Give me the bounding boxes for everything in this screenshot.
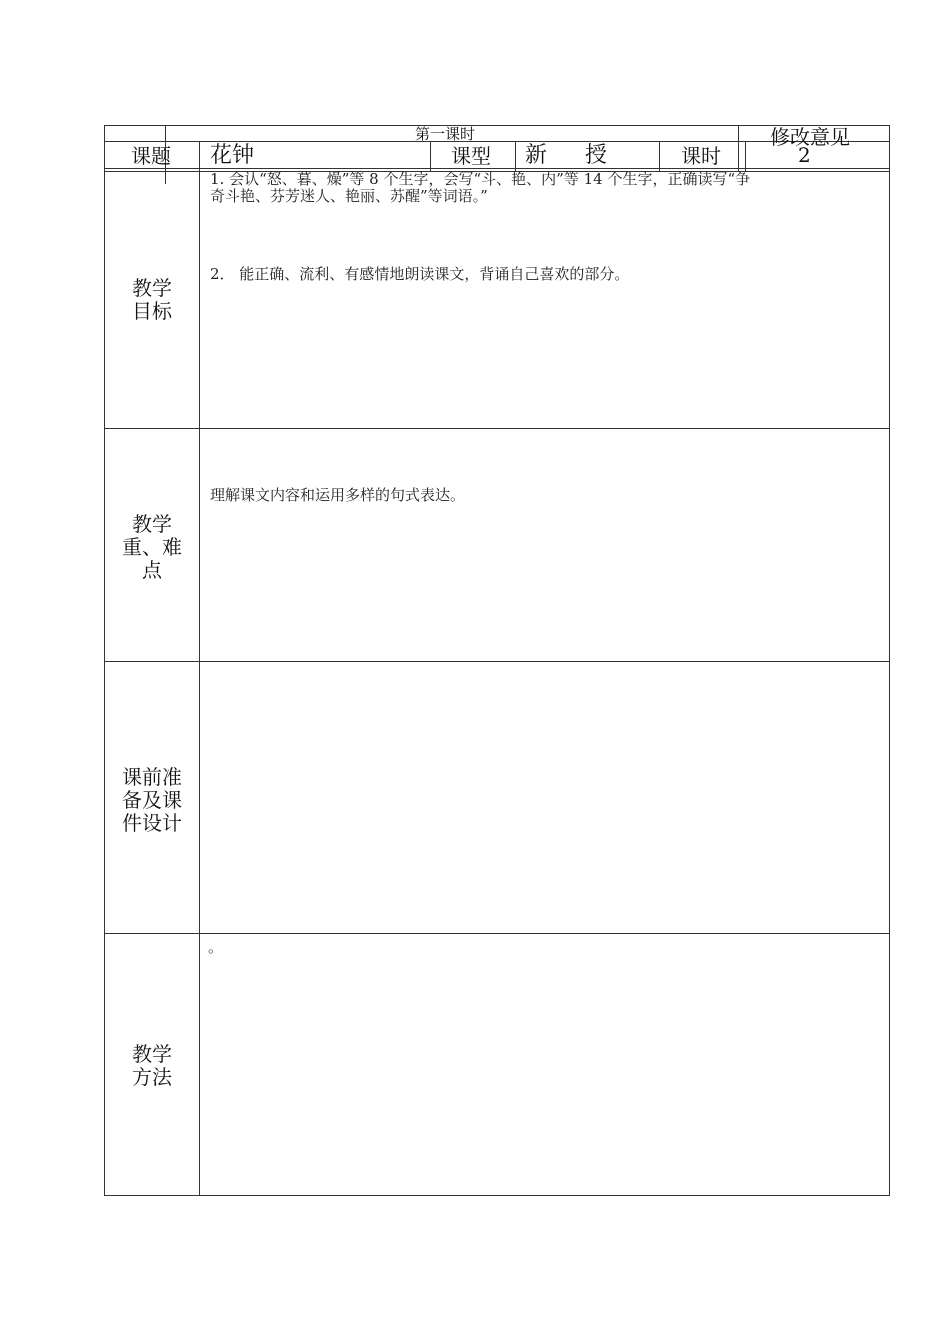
type-label: 课型 <box>451 144 491 168</box>
hours-value: 2 <box>798 143 811 167</box>
topic-label: 课题 <box>131 144 171 168</box>
revision-label: 修改意见 <box>770 125 850 149</box>
row-divider-1 <box>104 428 890 429</box>
header-divider-revision-2 <box>745 141 746 171</box>
type-value-1: 新 <box>525 143 548 168</box>
objectives-label: 教学 目标 <box>132 276 172 323</box>
objectives-item-1: 1. 会认“怒、暮、燥”等 8 个生字，会写“斗、艳、内”等 14 个生字，正确读写“争 奇斗艳、芬芳迷人、艳丽、苏醒”等词语。” <box>210 170 751 205</box>
row-divider-3 <box>104 933 890 934</box>
header-divider-topic <box>199 141 200 171</box>
header-divider-revision <box>738 125 739 171</box>
label-column-divider <box>199 168 200 1196</box>
header-divider-hours <box>659 141 660 171</box>
table-border-bottom <box>104 1195 890 1196</box>
hours-label: 课时 <box>681 144 721 168</box>
session-title: 第一课时 <box>415 125 476 143</box>
type-value-2: 授 <box>585 143 608 168</box>
preparation-label: 课前准 备及课 件设计 <box>122 765 182 835</box>
key-points-label: 教学 重、难 点 <box>122 512 182 582</box>
key-points-content: 理解课文内容和运用多样的句式表达。 <box>210 486 466 504</box>
row-divider-2 <box>104 661 890 662</box>
topic-value: 花钟 <box>210 143 255 168</box>
header-divider-type-value <box>515 141 516 171</box>
header-bottom-border <box>104 168 890 169</box>
objectives-item-2: 2． 能正确、流利、有感情地朗读课文，背诵自己喜欢的部分。 <box>210 265 630 283</box>
methods-label: 教学 方法 <box>132 1042 172 1089</box>
header-divider-type <box>430 141 431 171</box>
table-border-right <box>889 125 890 1196</box>
methods-content: 。 <box>208 938 224 956</box>
